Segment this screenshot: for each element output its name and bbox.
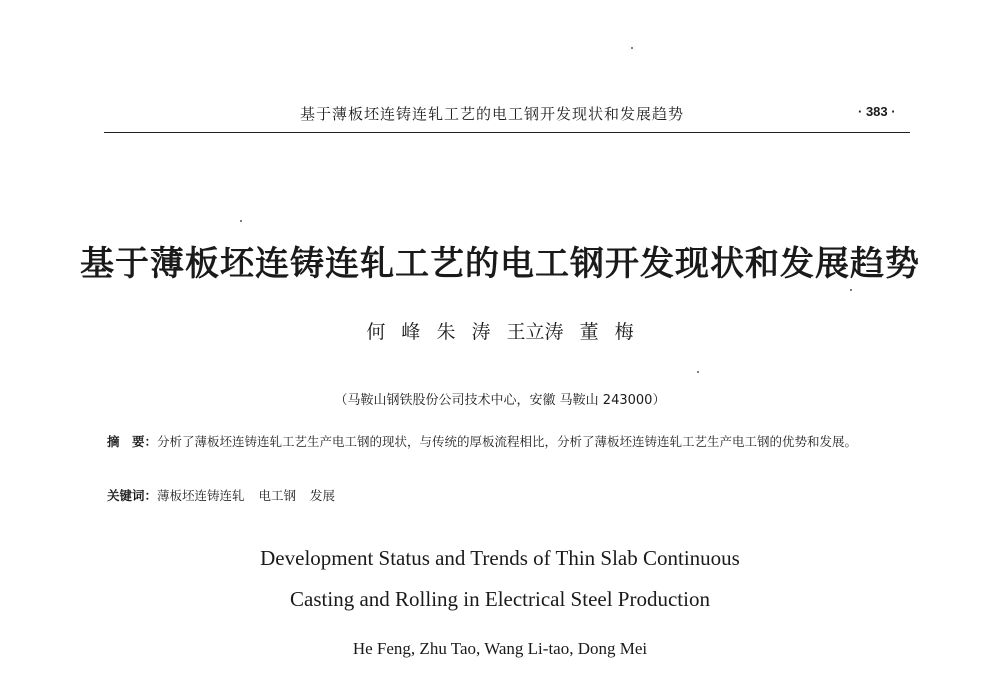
- authors-en: He Feng, Zhu Tao, Wang Li-tao, Dong Mei: [352, 639, 648, 658]
- running-header: [0, 103, 1000, 127]
- keywords-label: 关键词：: [107, 488, 158, 503]
- keyword: 电工钢: [258, 488, 297, 503]
- keyword: 薄板坯连铸连轧: [157, 488, 245, 503]
- article-title-en-line2: Casting and Rolling in Electrical Steel Production: [290, 587, 710, 611]
- header-rule: [104, 132, 910, 133]
- running-title: 基于薄板坯连铸连轧工艺的电工钢开发现状和发展趋势: [300, 105, 685, 123]
- page-number: · 383 ·: [858, 104, 896, 119]
- abstract-text: 分析了薄板坯连铸连轧工艺生产电工钢的现状，与传统的厚板流程相比，分析了薄板坯连铸连轧工艺生产电工钢的优势和发展。: [157, 434, 858, 449]
- scan-speck: [697, 371, 699, 373]
- affiliation-cn: （马鞍山钢铁股份公司技术中心，安徽 马鞍山 243000）: [334, 393, 666, 408]
- abstract-label: 摘 要：: [107, 434, 158, 449]
- abstract: [107, 430, 897, 453]
- keywords: [107, 486, 897, 504]
- keyword: 发展: [310, 488, 336, 503]
- scan-speck: [240, 220, 242, 222]
- article-title-cn: 基于薄板坯连铸连轧工艺的电工钢开发现状和发展趋势: [80, 244, 920, 284]
- article-title-en-line1: Development Status and Trends of Thin Slab Continuous: [260, 546, 740, 570]
- scan-speck: [631, 47, 633, 49]
- authors-cn: 何 峰 朱 涛 王立涛 董 梅: [366, 321, 634, 343]
- scan-speck: [850, 289, 852, 291]
